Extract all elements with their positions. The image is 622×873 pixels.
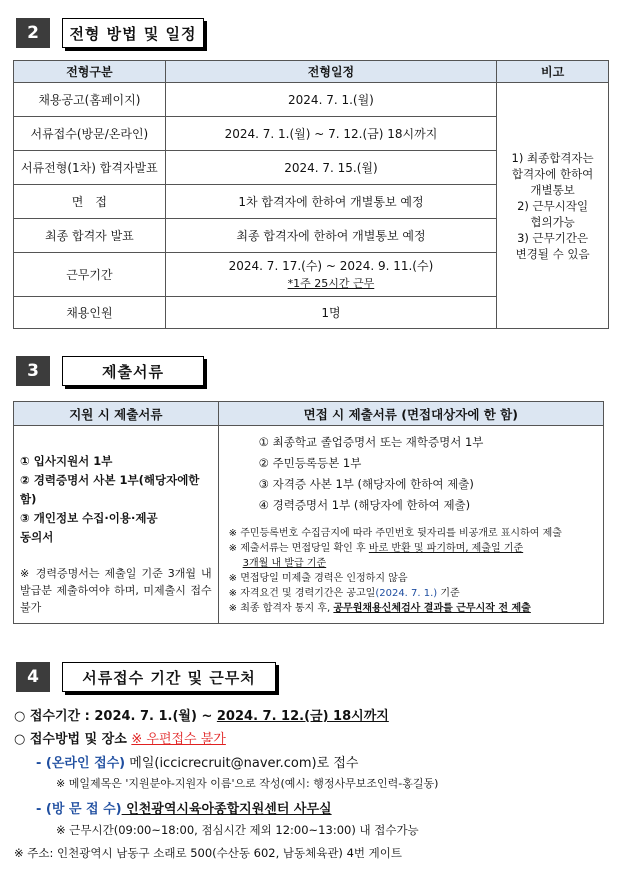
interview-note: ※ 자격요건 및 경력기간은 공고일(2024. 7. 1.) 기준 [228, 588, 460, 599]
section-2-header [16, 18, 204, 48]
section-title: 서류접수 기간 및 근무처 [62, 662, 276, 692]
interview-note: ※ 최종 합격자 통지 후, 공무원채용신체검사 결과를 근무시작 전 제출 [228, 603, 531, 614]
row-label: 최종 합격자 발표 [14, 219, 166, 253]
interview-doc-item: ④ 경력증명서 1부 (해당자에 한하여 제출) [258, 498, 471, 512]
row-label: 근무기간 [14, 253, 166, 297]
online-note: ※ 메일제목은 '지원분야-지원자 이름'으로 작성(예시: 행정사무보조인력-홍길동) [56, 777, 439, 790]
interview-doc-item: ① 최종학교 졸업증명서 또는 재학증명서 1부 [258, 435, 484, 449]
method-line: ○ 접수방법 및 장소 ※ 우편접수 불가 [14, 732, 226, 747]
apply-doc-item: ③ 개인정보 수집·이용·제공 [20, 511, 158, 525]
interview-docs-cell [218, 426, 603, 624]
section-3-header [16, 356, 204, 386]
interview-note: ※ 면접당일 미제출 경력은 인정하지 않음 [228, 573, 408, 584]
interview-note: ※ 주민등록번호 수집금지에 따라 주민번호 뒷자리를 비공개로 표시하여 제출 [228, 528, 562, 539]
section-title: 제출서류 [62, 356, 204, 386]
row-value: 1차 합격자에 한하여 개별통보 예정 [165, 185, 496, 219]
header-schedule: 전형일정 [165, 61, 496, 83]
online-line: - (온라인 접수) 메일(iccicrecruit@naver.com)로 접수 [36, 756, 359, 771]
schedule-table [13, 60, 609, 329]
apply-doc-item: ① 입사지원서 1부 [20, 454, 113, 468]
section-title: 전형 방법 및 일정 [62, 18, 204, 48]
remark-line: 1) 최종합격자는 [511, 150, 594, 165]
header-type: 전형구분 [14, 61, 166, 83]
section-number: 3 [16, 356, 50, 386]
apply-doc-item: 동의서 [20, 530, 54, 544]
interview-doc-item: ② 주민등록등본 1부 [258, 456, 362, 470]
row-subvalue: *1주 25시간 근무 [287, 276, 375, 290]
address-line: ※ 주소: 인천광역시 남동구 소래로 500(수산동 602, 남동체육관) 4번 게이트 [14, 846, 402, 860]
period-line: ○ 접수기간 : 2024. 7. 1.(월) ~ 2024. 7. 12.(금) 18시까지 [14, 709, 389, 724]
row-value: 최종 합격자에 한하여 개별통보 예정 [165, 219, 496, 253]
remark-line: 3) 근무기간은 [517, 230, 589, 245]
row-value: 1명 [165, 297, 496, 329]
apply-doc-note: ※ 경력증명서는 제출일 기준 3개월 내 발급분 제출하여야 하며, 미제출시 접수 불가 [20, 567, 212, 614]
row-label: 채용인원 [14, 297, 166, 329]
header-interview-docs: 면접 시 제출서류 (면접대상자에 한 함) [218, 402, 603, 426]
documents-table [13, 401, 604, 624]
interview-doc-item: ③ 자격증 사본 1부 (해당자에 한하여 제출) [258, 477, 474, 491]
row-label: 서류전형(1차) 합격자발표 [14, 151, 166, 185]
row-label: 채용공고(홈페이지) [14, 83, 166, 117]
remark-line: 개별통보 [530, 182, 575, 197]
row-label: 면 접 [14, 185, 166, 219]
row-value: 2024. 7. 1.(월) ~ 7. 12.(금) 18시까지 [165, 117, 496, 151]
visit-note: ※ 근무시간(09:00~18:00, 점심시간 제외 12:00~13:00) 내 접수가능 [56, 823, 419, 837]
remark-line: 변경될 수 있음 [515, 246, 590, 261]
row-value: 2024. 7. 1.(월) [165, 83, 496, 117]
section-4-header [16, 662, 276, 692]
header-remarks: 비고 [497, 61, 609, 83]
row-value: 2024. 7. 17.(수) ~ 2024. 9. 11.(수) [228, 258, 434, 273]
apply-doc-item: ② 경력증명서 사본 1부(해당자에한함) [20, 473, 200, 506]
header-apply-docs: 지원 시 제출서류 [14, 402, 219, 426]
remark-line: 합격자에 한하여 [511, 166, 594, 181]
remark-line: 협의가능 [530, 214, 575, 229]
section-number: 2 [16, 18, 50, 48]
interview-note: ※ 제출서류는 면접당일 확인 후 바로 반환 및 파기하며, 제출일 기준 [228, 543, 524, 554]
row-label: 서류접수(방문/온라인) [14, 117, 166, 151]
remark-line: 2) 근무시작일 [517, 198, 589, 213]
row-value-cell [165, 253, 496, 297]
interview-note: 3개월 내 발급 기준 [242, 558, 327, 569]
section-number: 4 [16, 662, 50, 692]
remarks-cell [497, 83, 609, 329]
apply-docs-cell [14, 426, 219, 624]
visit-line: - (방 문 접 수) 인천광역시육아종합지원센터 사무실 [36, 802, 332, 817]
row-value: 2024. 7. 15.(월) [165, 151, 496, 185]
